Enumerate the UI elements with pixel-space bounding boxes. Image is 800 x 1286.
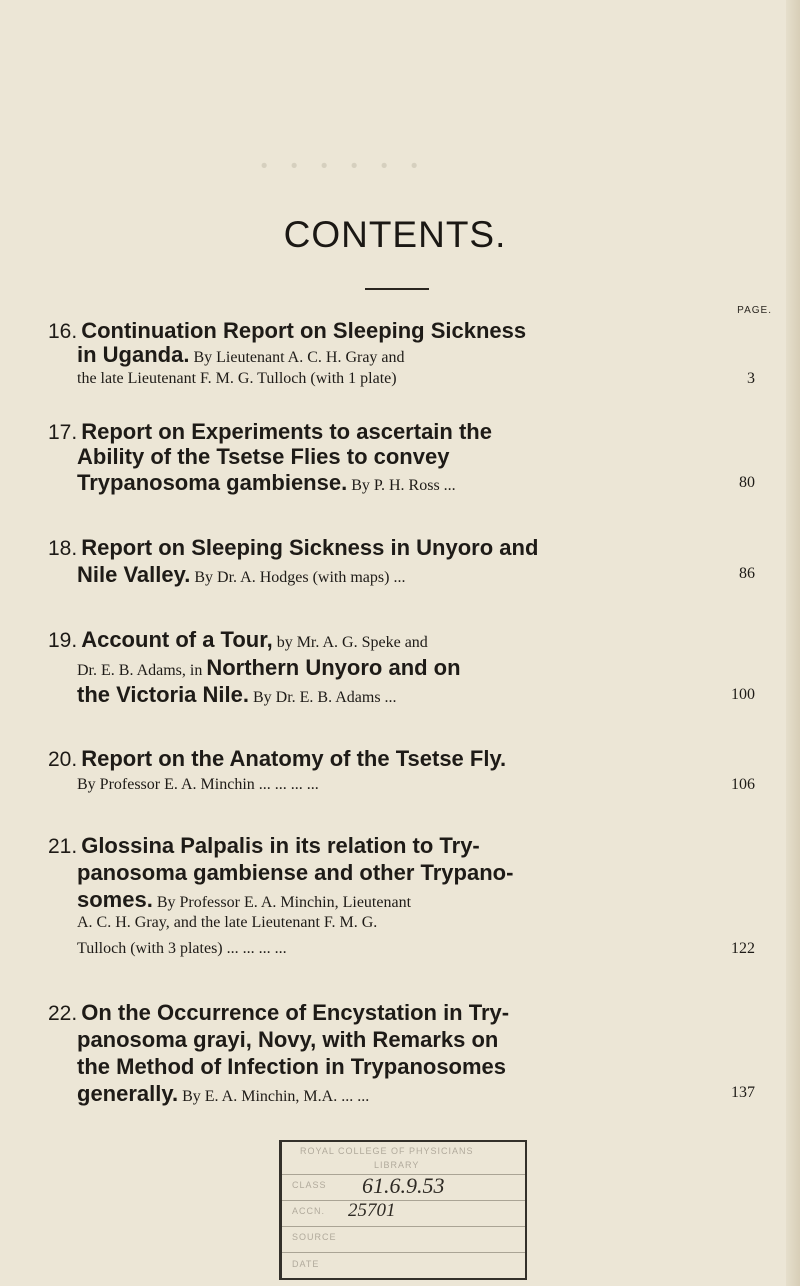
entry-author: by Mr. A. G. Speke and [276, 634, 428, 651]
stamp-date-label: DATE [292, 1259, 320, 1269]
entry-title-line: Continuation Report on Sleeping Sickness [81, 318, 527, 343]
entry-title-line: somes. [77, 887, 153, 912]
entry-page-number: 80 [739, 474, 755, 491]
entry-title-line: Northern Unyoro and on [206, 655, 461, 680]
entry-title-line: panosoma grayi, Novy, with Remarks on [77, 1027, 499, 1052]
entry-author-line: A. C. H. Gray, and the late Lieutenant F. M. G. [77, 914, 378, 931]
entry-number: 20. [48, 748, 78, 771]
entry-author: By Dr. A. Hodges (with maps) ... [194, 569, 406, 586]
stamp-rule [282, 1252, 525, 1253]
entry-title-line: panosoma gambiense and other Trypano- [77, 860, 514, 885]
stamp-institution: ROYAL COLLEGE OF PHYSICIANS [300, 1146, 474, 1156]
entry-title-line: Account of a Tour, [81, 627, 273, 652]
entry-title-line: Report on Sleeping Sickness in Unyoro and [81, 535, 539, 560]
entry-page-number: 3 [747, 370, 755, 387]
entry-title-line: Glossina Palpalis in its relation to Try- [81, 833, 480, 858]
page-column-heading: PAGE. [737, 305, 772, 316]
stamp-acc-value: 25701 [348, 1200, 396, 1221]
stamp-acc-label: ACCN. [292, 1206, 326, 1216]
page-title: CONTENTS. [283, 214, 507, 255]
entry-title-line: Nile Valley. [77, 562, 191, 587]
bleed-through-text: · · · · · · [258, 141, 423, 190]
entry-title-line: Report on Experiments to ascertain the [81, 419, 492, 444]
entry-page-number: 86 [739, 565, 755, 582]
entry-title-line: the Method of Infection in Trypanosomes [77, 1054, 507, 1079]
entry-title-line: Ability of the Tsetse Flies to convey [77, 444, 450, 469]
entry-author-line: Tulloch (with 3 plates) ... ... ... ... [77, 940, 287, 957]
stamp-source-label: SOURCE [292, 1232, 337, 1242]
entry-title-line: in Uganda. [77, 342, 190, 367]
title-rule [365, 288, 429, 290]
stamp-rule [282, 1226, 525, 1227]
entry-author: By Lieutenant A. C. H. Gray and [193, 349, 405, 366]
stamp-class-label: CLASS [292, 1180, 327, 1190]
entry-page-number: 122 [731, 940, 755, 957]
entry-title-line: generally. [77, 1081, 179, 1106]
page-edge [786, 0, 800, 1286]
entry-number: 16. [48, 320, 78, 343]
stamp-rule [282, 1200, 525, 1201]
entry-author: By P. H. Ross ... [351, 477, 456, 494]
entry-title-line: the Victoria Nile. [77, 682, 249, 707]
entry-author-line: the late Lieutenant F. M. G. Tulloch (with 1 plate) [77, 370, 397, 387]
entry-number: 18. [48, 537, 78, 560]
entry-number: 19. [48, 629, 78, 652]
stamp-library: LIBRARY [374, 1160, 420, 1170]
entry-author: By E. A. Minchin, M.A. ... ... [182, 1088, 370, 1105]
entry-page-number: 100 [731, 686, 755, 703]
entry-author: By Dr. E. B. Adams ... [252, 689, 397, 706]
entry-number: 17. [48, 421, 78, 444]
entry-title-line: On the Occurrence of Encystation in Try- [81, 1000, 510, 1025]
library-stamp [279, 1140, 527, 1280]
entry-number: 21. [48, 835, 78, 858]
entry-author-line: By Professor E. A. Minchin ... ... ... ... [77, 776, 319, 793]
entry-author: Dr. E. B. Adams, in [77, 662, 203, 679]
entry-title-line: Report on the Anatomy of the Tsetse Fly. [81, 746, 507, 771]
entry-page-number: 137 [731, 1084, 755, 1101]
entry-page-number: 106 [731, 776, 755, 793]
entry-title-line: Trypanosoma gambiense. [77, 470, 348, 495]
entry-author: By Professor E. A. Minchin, Lieutenant [156, 894, 412, 911]
stamp-class-value: 61.6.9.53 [362, 1173, 445, 1198]
entry-number: 22. [48, 1002, 78, 1025]
